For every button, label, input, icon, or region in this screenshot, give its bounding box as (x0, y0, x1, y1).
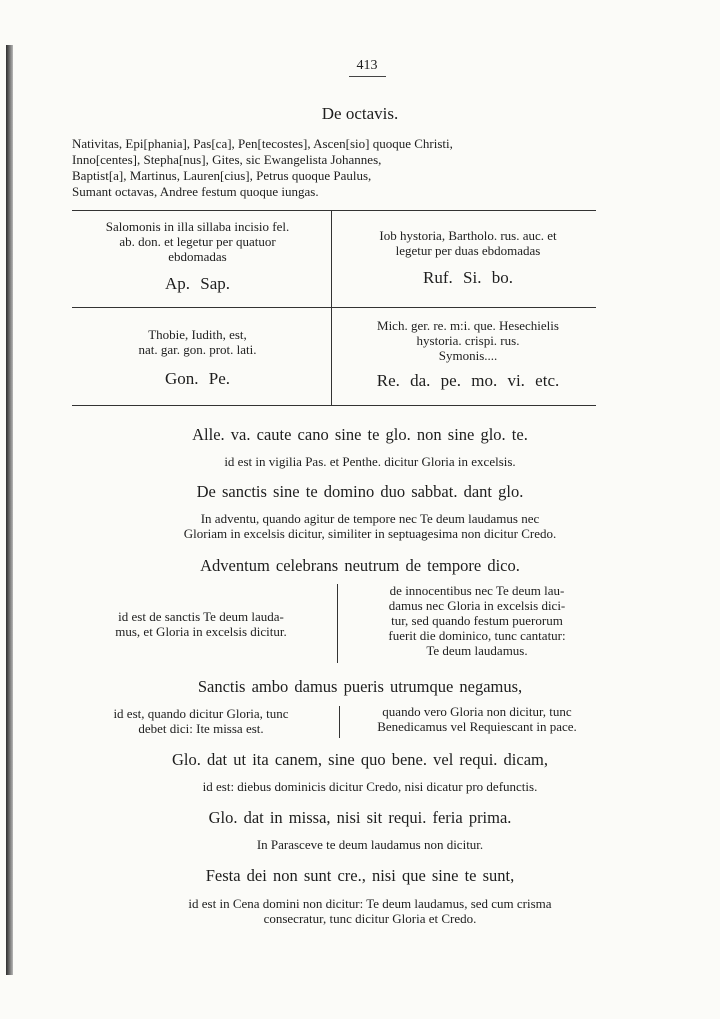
gloss-glo-missa: In Parasceve te deum laudamus non dicitur. (256, 837, 484, 852)
octave-verse (72, 136, 612, 200)
gloss-sanctis-left (68, 706, 334, 736)
gloss-adventum-right (348, 583, 606, 658)
verse-festa: Festa dei non sunt cre., nisi que sine te sunt, (205, 866, 515, 885)
verse-de-sanctis: De sanctis sine te domino duo sabbat. dant glo. (196, 482, 524, 501)
table-rule-top (72, 210, 596, 211)
gloss-sanctis-right (344, 704, 610, 734)
verse-glo-missa: Glo. dat in missa, nisi sit requi. feria prima. (208, 808, 512, 827)
verse-line: Nativitas, Epi[phania], Pas[ca], Pen[tecostes], Ascen[sio] quoque Christi, (72, 136, 453, 151)
verse-sanctis: Sanctis ambo damus pueris utrumque negamus, (197, 677, 523, 696)
cell-line: nat. gar. gon. prot. lati. (138, 342, 257, 357)
cell-line: Salomonis in illa sillaba incisio fel. (105, 219, 290, 234)
page-binding-edge (6, 45, 13, 975)
cell-line: Thobie, Iudith, est, (148, 327, 247, 342)
cell-line: ab. don. et legetur per quatuor (119, 234, 276, 249)
gloss-de-sanctis-2: Gloriam in excelsis dicitur, similiter in septuagesima non dicitur Credo. (183, 526, 557, 541)
cell-abbreviation: Ruf. Si. bo. (423, 268, 513, 287)
verse-line: Inno[centes], Stepha[nus], Gites, sic Ewangelista Johannes, (72, 152, 382, 167)
cell-line: Symonis.... (438, 348, 498, 363)
gloss-line: de innocentibus nec Te deum lau- (389, 583, 565, 598)
table-rule-middle (72, 307, 596, 308)
section-title: De octavis. (321, 104, 399, 123)
gloss-line: id est, quando dicitur Gloria, tunc (113, 706, 289, 721)
table-cell-iob (340, 228, 596, 285)
table-cell-mich (340, 318, 596, 388)
verse-adventum: Adventum celebrans neutrum de tempore dico. (200, 556, 520, 575)
verse-glo-ita: Glo. dat ut ita canem, sine quo bene. vel requi. dicam, (171, 750, 548, 769)
cell-abbreviation: Ap. Sap. (164, 274, 231, 293)
gloss-line: id est de sanctis Te deum lauda- (118, 609, 284, 624)
cell-line: ebdomadas (168, 249, 227, 264)
gloss-festa-1: id est in Cena domini non dicitur: Te deum laudamus, sed cum crisma (188, 896, 552, 911)
gloss-line: debet dici: Ite missa est. (138, 721, 264, 736)
table-divider (331, 210, 332, 406)
page-number: 413 (0, 58, 720, 77)
table-cell-salomonis (70, 219, 325, 291)
gloss-line: Te deum laudamus. (426, 643, 528, 658)
gloss-line: damus nec Gloria in excelsis dici- (388, 598, 566, 613)
column-divider (337, 584, 338, 663)
gloss-adventum-left (70, 609, 332, 639)
verse-line: Baptist[a], Martinus, Lauren[cius], Petrus quoque Paulus, (72, 168, 372, 183)
cell-line: Mich. ger. re. m:i. que. Hesechielis (377, 318, 559, 333)
table-rule-bottom (72, 405, 596, 406)
gloss-line: quando vero Gloria non dicitur, tunc (382, 704, 572, 719)
column-divider (339, 706, 340, 738)
verse-alle: Alle. va. caute cano sine te glo. non sine glo. te. (192, 425, 528, 444)
cell-line: legetur per duas ebdomadas (395, 243, 541, 258)
gloss-de-sanctis-1: In adventu, quando agitur de tempore nec Te deum laudamus nec (200, 511, 540, 526)
gloss-line: mus, et Gloria in excelsis dicitur. (115, 624, 287, 639)
table-cell-thobie (70, 327, 325, 386)
cell-line: Iob hystoria, Bartholo. rus. auc. et (379, 228, 557, 243)
cell-abbreviation: Gon. Pe. (164, 369, 231, 388)
verse-line: Sumant octavas, Andree festum quoque iungas. (72, 184, 319, 199)
gloss-festa-2: consecratur, tunc dicitur Gloria et Credo. (263, 911, 477, 926)
gloss-glo-ita: id est: diebus dominicis dicitur Credo, nisi dicatur pro defunctis. (202, 779, 538, 794)
gloss-line: Benedicamus vel Requiescant in pace. (377, 719, 577, 734)
cell-line: hystoria. crispi. rus. (416, 333, 520, 348)
gloss-line: fuerit die dominico, tunc cantatur: (388, 628, 566, 643)
gloss-alle: id est in vigilia Pas. et Penthe. dicitur Gloria in excelsis. (224, 454, 516, 469)
gloss-line: tur, sed quando festum puerorum (391, 613, 563, 628)
cell-abbreviation: Re. da. pe. mo. vi. etc. (376, 371, 560, 390)
